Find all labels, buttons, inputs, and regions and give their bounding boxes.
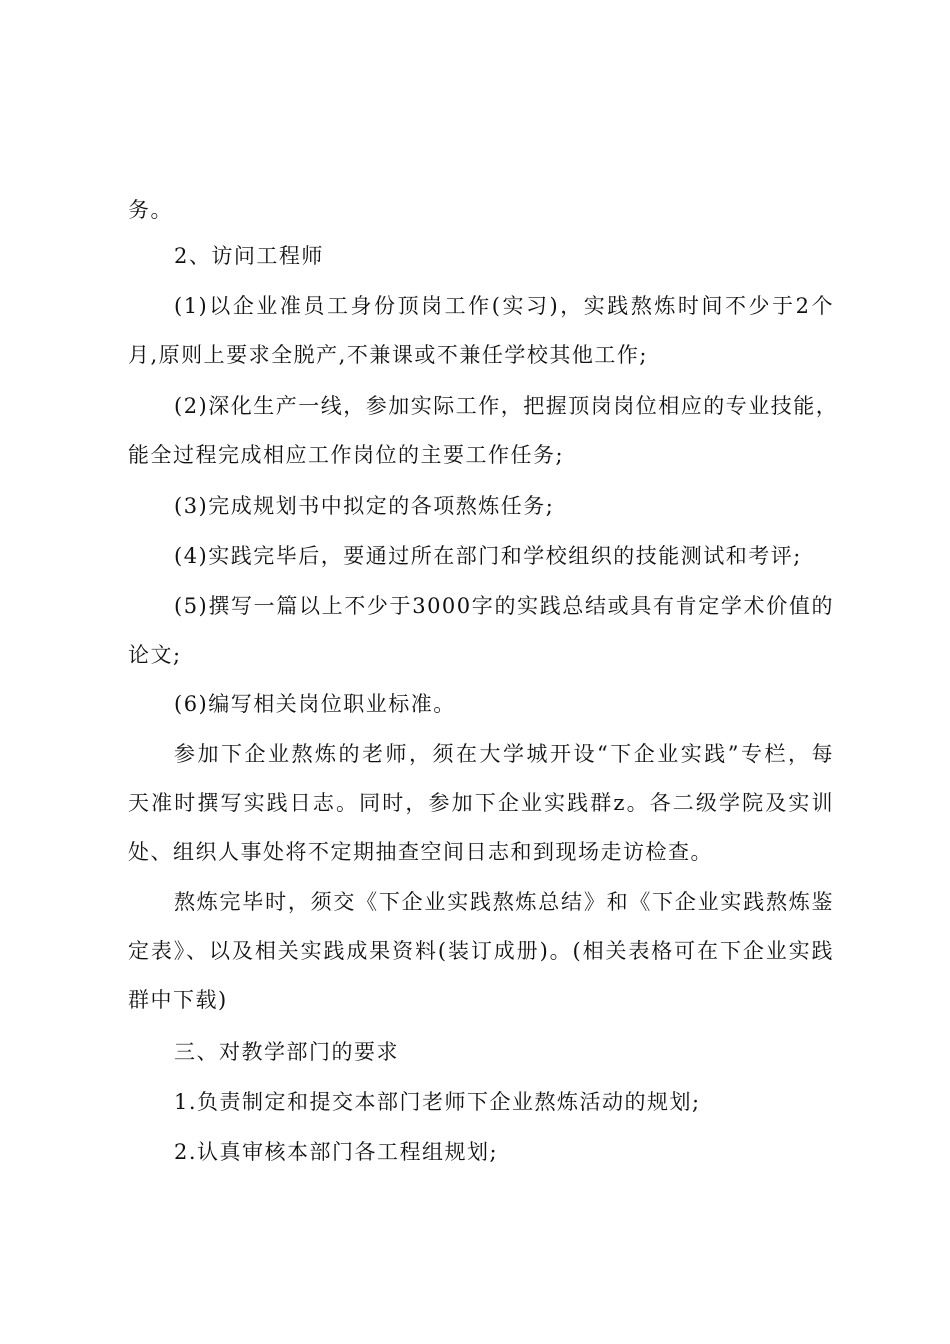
- list-item-1: [128, 282, 834, 380]
- text-line: (5)撰写一篇以上不少于3000字的实践总结或具有肯定学术价值的: [174, 594, 834, 618]
- list-item-2: [128, 382, 839, 480]
- text-line: 参加下企业熬炼的老师，须在大学城开设“下企业实践”专栏，每: [174, 742, 834, 766]
- text-line: 熬炼完毕时，须交《下企业实践熬炼总结》和《下企业实践熬炼鉴: [174, 890, 834, 914]
- requirement-item-2: [128, 1128, 834, 1177]
- text-line: (6)编写相关岗位职业标准。: [174, 692, 456, 716]
- list-item-6: [128, 680, 834, 729]
- text-line: (4)实践完毕后，要通过所在部门和学校组织的技能测试和考评;: [174, 544, 802, 568]
- list-item-4: [128, 532, 834, 581]
- requirement-item-1: [128, 1078, 834, 1127]
- text-line: 天准时撰写实践日志。同时，参加下企业实践群z。各二级学院及实训: [128, 791, 834, 815]
- list-item-5: [128, 582, 834, 680]
- paragraph-continuation: [128, 186, 834, 235]
- text-line: 处、组织人事处将不定期抽查空间日志和到现场走访检查。: [128, 840, 713, 864]
- section-heading-teaching-dept: [128, 1028, 834, 1077]
- text-line: 1.负责制定和提交本部门老师下企业熬炼活动的规划;: [174, 1090, 701, 1114]
- text-line: (3)完成规划书中拟定的各项熬炼任务;: [174, 494, 555, 518]
- text-line: 2.认真审核本部门各工程组规划;: [174, 1140, 499, 1164]
- paragraph-completion: [128, 878, 834, 1025]
- list-item-3: [128, 482, 834, 531]
- text-line: 论文;: [128, 643, 182, 667]
- section-heading-visiting-engineer: [128, 232, 834, 281]
- text-line: 务。: [128, 198, 173, 222]
- paragraph-practice-log: [128, 730, 834, 877]
- text-line: 2、访问工程师: [174, 244, 324, 268]
- text-line: 群中下载): [128, 988, 228, 1012]
- text-line: 能全过程完成相应工作岗位的主要工作任务;: [128, 443, 565, 467]
- text-line: 三、对教学部门的要求: [174, 1040, 399, 1064]
- text-line: (2)深化生产一线，参加实际工作，把握顶岗岗位相应的专业技能，: [174, 394, 839, 418]
- text-line: 月,原则上要求全脱产,不兼课或不兼任学校其他工作;: [128, 343, 648, 367]
- text-line: 定表》、以及相关实践成果资料(装订成册)。(相关表格可在下企业实践: [128, 939, 834, 963]
- text-line: (1)以企业准员工身份顶岗工作(实习)，实践熬炼时间不少于2个: [174, 294, 834, 318]
